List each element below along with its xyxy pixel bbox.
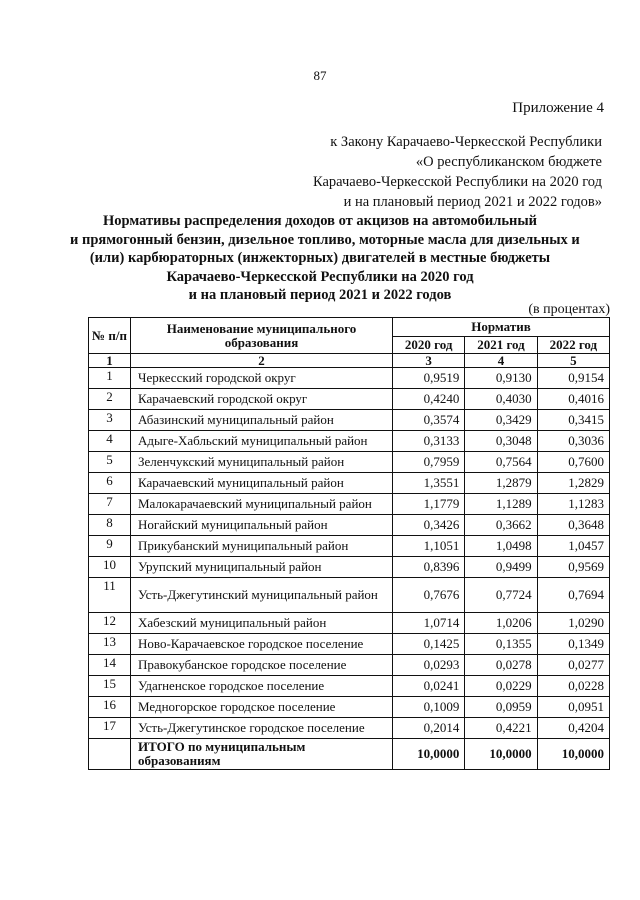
value-2021: 0,4221 xyxy=(465,718,537,739)
municipality-name: Правокубанское городское поселение xyxy=(131,655,393,676)
column-number: 3 xyxy=(393,354,465,368)
value-2021: 0,3048 xyxy=(465,431,537,452)
value-2022: 0,4016 xyxy=(537,389,609,410)
table-row xyxy=(89,718,610,739)
law-ref-line: Карачаево-Черкесской Республики на 2020 год xyxy=(312,174,602,190)
value-2022: 0,0277 xyxy=(537,655,609,676)
table-row xyxy=(89,494,610,515)
header-year-2022: 2022 год xyxy=(537,337,609,354)
table-row xyxy=(89,557,610,578)
value-2022: 0,7600 xyxy=(537,452,609,473)
table-row xyxy=(89,515,610,536)
value-2020: 0,4240 xyxy=(393,389,465,410)
municipality-name: Хабезский муниципальный район xyxy=(131,613,393,634)
value-2022: 0,3415 xyxy=(537,410,609,431)
header-name: Наименование муниципального образования xyxy=(131,318,393,354)
value-2022: 0,0228 xyxy=(537,676,609,697)
municipality-name: Черкесский городской округ xyxy=(131,368,393,389)
table-row xyxy=(89,578,610,613)
value-2020: 0,2014 xyxy=(393,718,465,739)
value-2022: 1,2829 xyxy=(537,473,609,494)
row-number: 4 xyxy=(89,431,131,452)
title-line: и на плановый период 2021 и 2022 годов xyxy=(188,287,452,303)
value-2020: 1,3551 xyxy=(393,473,465,494)
municipality-name: Прикубанский муниципальный район xyxy=(131,536,393,557)
table-row xyxy=(89,655,610,676)
value-2021: 0,0959 xyxy=(465,697,537,718)
total-2021: 10,0000 xyxy=(465,739,537,770)
law-reference xyxy=(313,132,602,212)
row-number: 1 xyxy=(89,368,131,389)
table-row xyxy=(89,431,610,452)
total-2020: 10,0000 xyxy=(393,739,465,770)
table-row xyxy=(89,410,610,431)
value-2021: 0,3662 xyxy=(465,515,537,536)
row-number: 15 xyxy=(89,676,131,697)
municipality-name: Усть-Джегутинское городское поселение xyxy=(131,718,393,739)
value-2020: 1,0714 xyxy=(393,613,465,634)
column-number: 4 xyxy=(465,354,537,368)
page-number: 87 xyxy=(313,68,327,83)
value-2020: 0,3133 xyxy=(393,431,465,452)
value-2022: 0,0951 xyxy=(537,697,609,718)
row-number: 3 xyxy=(89,410,131,431)
value-2021: 0,3429 xyxy=(465,410,537,431)
value-2021: 0,7724 xyxy=(465,578,537,613)
municipality-name: Усть-Джегутинский муниципальный район xyxy=(131,578,393,613)
value-2022: 1,0290 xyxy=(537,613,609,634)
row-number: 5 xyxy=(89,452,131,473)
municipality-name: Зеленчукский муниципальный район xyxy=(131,452,393,473)
value-2021: 0,9499 xyxy=(465,557,537,578)
table-row xyxy=(89,634,610,655)
title-line: Карачаево-Черкесской Республики на 2020 год xyxy=(166,268,474,285)
title-line: Нормативы распределения доходов от акцизов на автомобильный xyxy=(102,213,538,229)
value-2022: 1,1283 xyxy=(537,494,609,515)
value-2022: 1,0457 xyxy=(537,536,609,557)
value-2020: 1,1051 xyxy=(393,536,465,557)
row-number: 16 xyxy=(89,697,131,718)
row-number: 7 xyxy=(89,494,131,515)
header-num: № п/п xyxy=(89,318,131,354)
total-row xyxy=(89,739,610,770)
unit-label: (в процентах) xyxy=(528,302,610,317)
value-2021: 0,4030 xyxy=(465,389,537,410)
value-2020: 0,1009 xyxy=(393,697,465,718)
value-2021: 1,1289 xyxy=(465,494,537,515)
title-line: и прямогонный бензин, дизельное топливо, моторные масла для дизельных и xyxy=(70,231,580,248)
table-row xyxy=(89,697,610,718)
value-2020: 0,3574 xyxy=(393,410,465,431)
municipality-name: Малокарачаевский муниципальный район xyxy=(131,494,393,515)
value-2021: 1,2879 xyxy=(465,473,537,494)
value-2021: 1,0498 xyxy=(465,536,537,557)
column-number: 5 xyxy=(537,354,609,368)
title-line: (или) карбюраторных (инжекторных) двигателей в местные бюджеты xyxy=(89,250,551,266)
row-number: 2 xyxy=(89,389,131,410)
value-2020: 0,9519 xyxy=(393,368,465,389)
table-row xyxy=(89,473,610,494)
value-2020: 0,0293 xyxy=(393,655,465,676)
value-2022: 0,3648 xyxy=(537,515,609,536)
value-2021: 0,9130 xyxy=(465,368,537,389)
value-2020: 0,0241 xyxy=(393,676,465,697)
value-2022: 0,3036 xyxy=(537,431,609,452)
municipality-name: Карачаевский муниципальный район xyxy=(131,473,393,494)
value-2022: 0,4204 xyxy=(537,718,609,739)
value-2022: 0,9154 xyxy=(537,368,609,389)
value-2020: 1,1779 xyxy=(393,494,465,515)
value-2020: 0,8396 xyxy=(393,557,465,578)
value-2021: 0,1355 xyxy=(465,634,537,655)
table-row xyxy=(89,536,610,557)
municipality-name: Урупский муниципальный район xyxy=(131,557,393,578)
row-number: 10 xyxy=(89,557,131,578)
normatives-table xyxy=(88,317,610,770)
value-2022: 0,1349 xyxy=(537,634,609,655)
municipality-name: Ногайский муниципальный район xyxy=(131,515,393,536)
value-2020: 0,7676 xyxy=(393,578,465,613)
municipality-name: Удarненское городское поселение xyxy=(131,676,393,697)
table-row xyxy=(89,613,610,634)
value-2021: 0,7564 xyxy=(465,452,537,473)
value-2020: 0,3426 xyxy=(393,515,465,536)
column-number: 1 xyxy=(89,354,131,368)
row-number: 14 xyxy=(89,655,131,676)
value-2022: 0,9569 xyxy=(537,557,609,578)
column-number: 2 xyxy=(131,354,393,368)
header-normative: Норматив xyxy=(393,318,610,337)
row-number: 8 xyxy=(89,515,131,536)
value-2020: 0,1425 xyxy=(393,634,465,655)
municipality-name: Абазинский муниципальный район xyxy=(131,410,393,431)
total-2022: 10,0000 xyxy=(537,739,609,770)
municipality-name: Карачаевский городской округ xyxy=(131,389,393,410)
table-row xyxy=(89,368,610,389)
header-year-2020: 2020 год xyxy=(393,337,465,354)
row-number: 11 xyxy=(89,578,131,613)
municipality-name: Ново-Карачаевское городское поселение xyxy=(131,634,393,655)
law-ref-line: и на плановый период 2021 и 2022 годов» xyxy=(343,194,602,210)
appendix-label: Приложение 4 xyxy=(512,100,604,116)
document-title xyxy=(70,212,580,305)
value-2020: 0,7959 xyxy=(393,452,465,473)
value-2021: 0,0278 xyxy=(465,655,537,676)
municipality-name: Медногорское городское поселение xyxy=(131,697,393,718)
row-number: 6 xyxy=(89,473,131,494)
law-ref-line: к Закону Карачаево-Черкесской Республики xyxy=(330,134,602,150)
row-number: 12 xyxy=(89,613,131,634)
row-number: 9 xyxy=(89,536,131,557)
total-num-cell xyxy=(89,739,131,770)
table-row xyxy=(89,676,610,697)
municipality-name: Адыге-Хабльский муниципальный район xyxy=(131,431,393,452)
total-label: ИТОГО по муниципальным образованиям xyxy=(131,739,393,770)
table-row xyxy=(89,452,610,473)
row-number: 13 xyxy=(89,634,131,655)
value-2021: 0,0229 xyxy=(465,676,537,697)
law-ref-line: «О республиканском бюджете xyxy=(415,154,602,170)
value-2021: 1,0206 xyxy=(465,613,537,634)
header-year-2021: 2021 год xyxy=(465,337,537,354)
table-row xyxy=(89,389,610,410)
row-number: 17 xyxy=(89,718,131,739)
value-2022: 0,7694 xyxy=(537,578,609,613)
